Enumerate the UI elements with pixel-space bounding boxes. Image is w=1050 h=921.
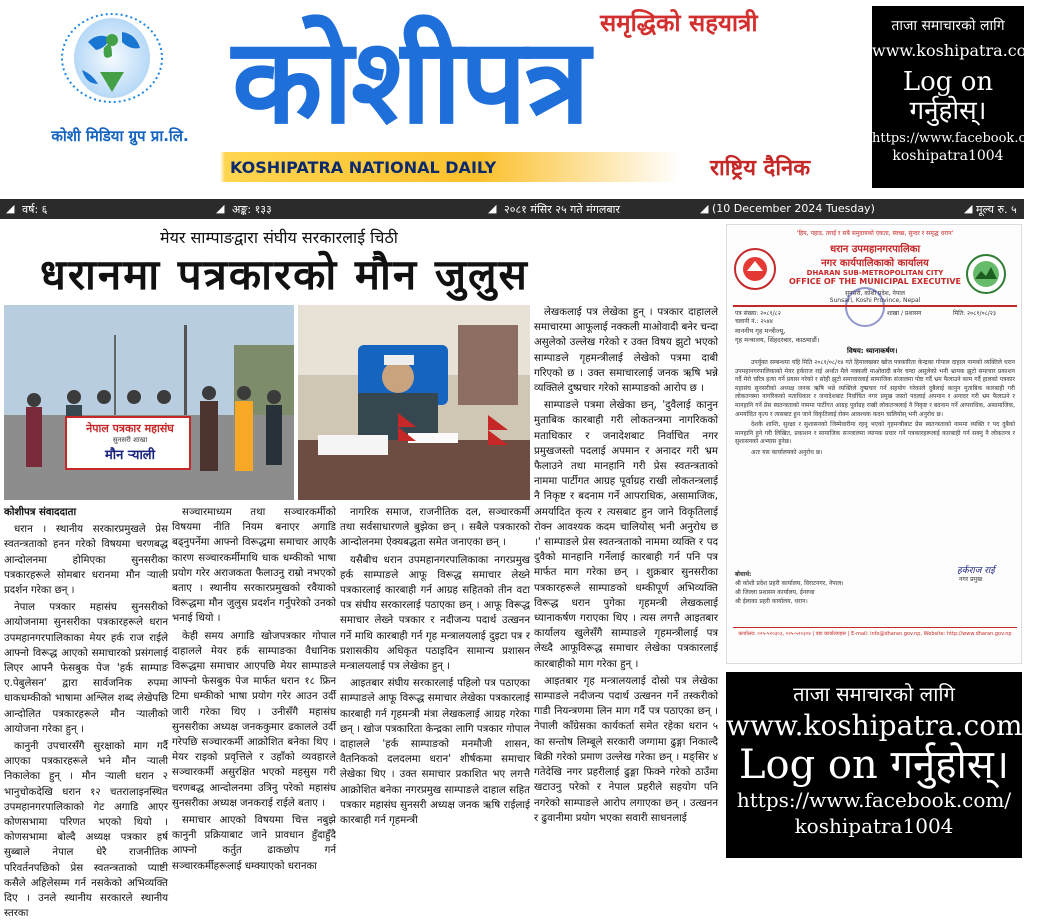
mayor-photo xyxy=(298,305,530,500)
paragraph: नागरिक समाज, राजनीतिक दल, सञ्चारकर्मी तथा सर्वसाधारणले बुझेका छन् । सबैले पत्रकारको आन्दोलनमा ऐक्यबद्धता समेत जनाएका छन् । xyxy=(340,507,530,549)
group-logo xyxy=(20,8,220,148)
banner-line2: सुनसरी शाखा xyxy=(112,436,148,444)
paragraph: आइतबार संघीय सरकारलाई पहिलो पत्र पठाएका साम्पाङले आफू विरूद्ध समाचार लेखेका पत्रकारलाई कारबाही गर्न गृहमन्त्री मंत्रा लेखकलाई आग्रह गरेका छन् । खोज पत्रकारिता केन्द्रका लागि पत्रकार गोपाल दाहालले 'हर्क साम्पाङको मनमौजी शासन, वैतनिकको दलदलमा धरान' शीर्षकमा समाचार लेखेका थिए । उक्त समाचार प्रकाशित भए लगत्तै आक्रोशित बनेका नगरप्रमुख साम्पाङले दाहाल सहित पत्रकार महासंघ सुनसरी अध्यक्ष जनक ऋषि राईलाई कारबाही गर्न गृहमन्त्री xyxy=(340,678,530,827)
paragraph: कानुनी उपचारसँगै सुरक्षाको माग गर्दै आएका पत्रकारहरूले भने मौन ऱ्याली निकालेका हुन् । मौन ऱ्याली धरान २ भानुचोकदेखि धरान १२ चतरालाइनस्थित उपमहानगरपालिकाको गेट अगाडि आएर कोणसभामा परिणत भएको थियो । कोणसभामा बोल्दै अध्यक्ष पत्रकार हर्ष सुब्बाले नेपाल धेरै राजनीतिक परिवर्तनपछिको प्रेस स्वतन्त्रताको प्याष्टी कसैले अहिलेसम्म गर्न नसकेको अभिव्यक्ति दिए । उनले स्थानीय सरकारले स्थानीय स्तरका xyxy=(4,741,168,920)
cc-item: श्री ईलाका प्रहरी कार्यालय, धरान। xyxy=(735,598,808,605)
info-sep: ◢ xyxy=(216,202,225,215)
ad-bottom-facebook[interactable]: https://www.facebook.com/ xyxy=(736,788,1012,812)
info-sep: ◢ xyxy=(488,202,497,215)
footer-rule xyxy=(733,627,1017,628)
masthead xyxy=(0,0,870,195)
paragraph: यसैबीच धरान उपमहानगरपालिकाका नगरप्रमुख हर्क साम्पाङले आफू विरूद्ध समाचार लेख्ने पत्रकारलाई कारबाही गर्न आग्रह सहितको तीन वटा पत्र संघीय सरकारलाई पठाएका छन् । आफू विरूद्ध समाचार लेख्ने पत्रकार र नदीजन्य पदार्थ उत्खनन गर्ने माथि कारबाही गर्न गृह मन्त्रालयलाई दुइटा पत्र र प्रशासकीय अधिकृत पठाइदिन सामान्य प्रशासन मन्त्रालयलाई पत्र लेखेका हुन् । xyxy=(340,554,530,673)
letter-paragraph: उपर्युक्त सम्बन्धमा यहि मिति २०८१/०८/१४ गते हिमालखबर खोज पत्रकारिता केन्द्रका गोपाल दाहाल नामको व्यक्तिले धरान उपमहानगरपालिकाको मेयर हर्कराज राई अर्थात मैले नक्कली माओवादी बनेर चन्दा असुलेको भनी भ्रामक झुटो समाचार प्रकाशन गर्दै मेरो चरित्र हत्या गर्ने प्रयास गरेको र सोही झुटो समाचारलाई सामाजिक संजालमा पोष्ट गर्दै भ्रम फैलाउने काम गर्दै हालको पत्रकार महासंघ सुनसरीको अध्यक्ष जनक ऋषि भन्ने व्यक्तिले दुष्प्रचार गर्न सहयोग गरेकाले दुबैलाई कानुन मुताबिक कारबाही गरी लोकतन्त्रमा नागरिकको मताधिकार र जनादेशबाट निर्वाचित नगर प्रमुख जस्तो पदलाई अपमान र अनादर गरी भ्रम फैलाउने र मानहानि गर्ने प्रेस स्वतन्त्रताको नाममा पार्टीगत आग्रह पूर्वाग्रह राखी लोकतन्त्रलाई नै निकृष्ट र बदनाम गर्ने आपराधिक, असामाजिक, अमर्यादित कृत्य र त्यसबाट हुन जाने विकृतिलाई रोक्न आवश्यक कदम चालियोस् भनी अनुरोध छ। xyxy=(735,359,1015,418)
office-address-en: Sunsari, Koshi Province, Nepal xyxy=(829,297,921,304)
cc-item: श्री जिल्ला प्रशासन कार्यालय, ईनरुवा xyxy=(735,589,815,596)
letter-cc xyxy=(735,570,844,606)
globe-logo-icon xyxy=(52,12,172,108)
byline: कोशीपत्र संवाददाता xyxy=(4,507,77,518)
paper-name: कोशीपत्र xyxy=(232,12,589,150)
rally-photo-image xyxy=(4,305,294,500)
date-np: २०८१ मंसिर २५ गते मंगलबार xyxy=(504,203,620,216)
article-column-3 xyxy=(340,505,530,860)
date-en: (10 December 2024 Tuesday) xyxy=(712,202,875,215)
letter-motto: 'हिम, पहाड, तराई र सबै समुदायको एकता, स्वच्छ, सुन्दर र समृद्ध धरान' xyxy=(796,230,954,237)
article-column-2 xyxy=(172,505,336,872)
national-daily: राष्ट्रिय दैनिक xyxy=(710,155,811,181)
paragraph: आइतबार गृह मन्त्रालयलाई दोस्रो पत्र लेखेका साम्पाङले नदीजन्य पदार्थ उत्खनन गर्ने तस्करीको गाडी नियन्त्रणमा लिन माग गर्दै पत्र पठाएका छन् । नेपाली काँग्रेसका कार्यकर्ता समेत रहेका धरान ५ का सन्तोष लिम्बूले सरकारी जग्गामा ढुङ्गा निकाल्दै बिक्री गरेको प्रमाण उल्लेख गरेका छन् । मङ्सिर ४ गतेदेखि नगर प्रहरीलाई ढुङ्गा फिक्ने गरेको ठाउँमा खटाउनु परेको र नेपाल प्रहरीले सहयोग पनि नगरेको साम्पाङले आरोप लगाएका छन् । उत्खनन र ढुवानीमा प्रयोग भएका सवारी साधनलाई xyxy=(534,675,718,824)
slogan: समृद्धिको सहयात्री xyxy=(600,8,758,37)
mayor-photo-image xyxy=(298,305,530,500)
ad-top-handle: koshipatra1004 xyxy=(892,148,1004,165)
info-strip xyxy=(0,199,1024,219)
recipient xyxy=(735,327,819,345)
nepal-emblem-icon xyxy=(733,247,777,291)
year: वर्ष: ६ xyxy=(22,203,48,216)
ad-bottom[interactable] xyxy=(726,672,1022,858)
recipient-line1: माननीय गृह मन्त्रीज्यू, xyxy=(735,327,786,335)
letter-body xyxy=(735,359,1015,460)
ref-no: पत्र संख्या: २०८१/८२ xyxy=(735,310,781,317)
paragraph: धरान । स्थानीय सरकारप्रमुखले प्रेस स्वतन्त्रताको हनन गरेको विषयमा चरणबद्ध आन्दोलनमा होमिएका सुनसरीका पत्रकारहरूले सोमबार धरानमा मौन ऱ्याली प्रदर्शन गरेका छन् । xyxy=(4,524,168,597)
group-name: कोशी मिडिया ग्रुप प्रा.लि. xyxy=(51,127,189,145)
dharan-logo-icon xyxy=(965,253,1007,295)
signature: हर्कराज राई xyxy=(957,566,995,576)
ad-bottom-handle: koshipatra1004 xyxy=(794,814,954,838)
letter-date: मिति: २०८१/०८/२३ xyxy=(953,310,997,317)
paragraph: लेखकलाई पत्र लेखेका हुन् । पत्रकार दाहालले समाचारमा आफूलाई नक्कली माओवादी बनेर चन्दा असुलेको उल्लेख गरेको र उक्त विषय झुटो भएको साम्पाङले गृहमन्त्रीलाई लेखेको पत्रमा दाबी गरिएको छ । उक्त समाचारलाई जनक ऋषि भन्ने व्यक्तिले दुष्प्रचार गरेको साम्पाङको आरोप छ । xyxy=(534,307,719,395)
article-column-4 xyxy=(534,305,718,860)
office-name-en: DHARAN SUB-METROPOLITAN CITY xyxy=(806,269,944,277)
ad-bottom-website[interactable]: www.koshipatra.com xyxy=(726,709,1023,742)
paragraph: नेपाल पत्रकार महासंघ सुनसरीको आयोजनामा सुनसरीका पत्रकारहरूले धरान उपमहानगरपालिकाका मेयर हर्क राज राईले आफ्नो विरूद्ध आएको समाचारको प्रसंगलाई लिएर आफ्नै फेसबुक पेज 'हर्क साम्पाङ ए.पेबुलेसन' द्वारा सार्वजनिक रुपमा धाकधम्कीको भाषामा अश्लिल शब्द लेखेपछि आन्दोलित पत्रकारहरूले मौन ऱ्यालीको आयोजना गरेका हुन् । xyxy=(4,602,168,735)
ad-bottom-logon: Log on गर्नुहोस्। xyxy=(738,742,1010,788)
letter-paragraph: देशकै शान्ति, सुरक्षा र सुशासनको जिम्मेवारीमा रहनु भएको गृहमन्त्रीबाट प्रेस स्वतन्त्रताको नाममा व्यक्ति र पद दुबैको मानहानि हुने गरी लिखित, प्रकाशन र सामाजिक सञ्जालमा व्यापक प्रचार गर्ने पत्रकारहरूलाई कारबाही गर्न सक्नु नै लोकतन्त्र र सुशासनको अभ्यास हुनेछ। xyxy=(735,421,1015,446)
letter-paragraph: अतः यस कार्यालयको अनुरोध छ। xyxy=(751,448,823,456)
recipient-line2: गृह मन्त्रालय, सिंहदरबार, काठमाडौं। xyxy=(735,336,820,344)
ad-top-website[interactable]: www.koshipatra.com xyxy=(872,41,1042,60)
office-name-np2: नगर कार्यपालिकाको कार्यालय xyxy=(821,258,929,269)
paragraph: साम्पाङले पत्रमा लेखेका छन्, 'दुवैलाई कानुन मुताबिक कारबाही गरी लोकतन्त्रमा नागरिकको मताधिकार र जनादेशबाट निर्वाचित नगर प्रमुखजस्तो पदलाई अपमान र अनादर गरी भ्रम फैलाउने तथा मानहानि गरी प्रेस स्वतन्त्रताको नाममा पार्टीगत आग्रह पूर्वाग्रह राखी लोकतन्त्रलाई नै निकृष्ट र बदनाम गर्ने आपराधिक, असामाजिक, अमर्यादित कृत्य र त्यसबाट हुन जाने विकृतिलाई रोक्न आवश्यक कदम चालियोस् भनी अनुरोध छ ।' साम्पाङले प्रेस स्वतन्त्रताको नाममा व्यक्ति र पद दुवैको मानहानि गर्नेलाई कारबाही गर्न पनि पत्र मार्फत माग गरेका छन् । शुक्रबार सुनसरीका पत्रकारहरूले साम्पाङको धम्कीपूर्ण अभिव्यक्ति विरूद्ध धरान पुगेका गृहमन्त्री लेखकलाई ध्यानाकर्षण गराएका थिए । त्यस लगत्तै आइतबार कार्यालय खुलेसँगै साम्पाङले गृहमन्त्रीलाई पत्र लेख्दै आफूविरूद्ध समाचार लेखेका पत्रकारलाई कारबाहीको माग गरेका हुन् । xyxy=(534,400,718,670)
english-name: KOSHIPATRA NATIONAL DAILY xyxy=(180,152,680,182)
article-column-1 xyxy=(4,505,168,920)
rally-photo xyxy=(4,305,294,500)
office-stamp xyxy=(845,287,885,327)
ad-top-facebook[interactable]: https://www.facebook.com/ xyxy=(872,131,1050,147)
paragraph: समाचार आएको विषयमा चित्त नबुझे कानुनी प्रक्रियाबाट जाने प्रावधान हुँदाहुँदै आफ्नो कर्तुत ढाकछोप गर्न सञ्चारकर्मीहरूलाई धम्क्याएको धरानका xyxy=(172,815,336,872)
office-address-np: सुनसरी, कोशी प्रदेश, नेपाल xyxy=(845,290,905,297)
signature-title: नगर प्रमुख xyxy=(959,576,982,583)
info-sep: ◢ xyxy=(700,202,709,215)
official-letter xyxy=(726,224,1022,664)
ad-top-logon: Log on गर्नुहोस्। xyxy=(902,67,994,126)
office-name-np: धरान उपमहानगरपालिका xyxy=(829,244,921,255)
banner-line3: मौन ऱ्याली xyxy=(105,448,155,463)
banner-line1: नेपाल पत्रकार महासंघ xyxy=(86,422,174,435)
info-sep: ◢ xyxy=(964,202,973,215)
paragraph: सञ्चारमाध्यम तथा सञ्चारकर्मीको विषयमा नीति नियम बनाएर अगाडि बढ्नुपर्नेमा आफ्नो विरूद्धमा समाचार आएकै कारण सञ्चारकर्मीमाथि धाक धम्कीको भाषा प्रयोग गरेर अराजकता फैलाउनु राम्रो नभएको बताए । स्थानीय सरकारप्रमुखको रवैयाको विरूद्धमा मौन जुलुस प्रदर्शन गर्नुपरेको उनको भनाई थियो । xyxy=(172,507,336,625)
article-headline: धरानमा पत्रकारको मौन जुलुस xyxy=(40,250,529,299)
info-sep: ◢ xyxy=(6,202,15,215)
header-rule xyxy=(733,305,1017,307)
article-kicker: मेयर साम्पाङद्वारा संघीय सरकारलाई चिठी xyxy=(160,228,398,247)
letter-footer: कार्यालय: ०२५-५२०३०३, ०२५-५२०३०४ | वडा कार्यालयहरू | E-mail: info@dharan.gov.np, Website: http://www.dharan.gov.np xyxy=(738,631,1012,637)
letter-subject: विषय: ध्यानाकर्षण। xyxy=(847,347,898,355)
office-name-en2: OFFICE OF THE MUNICIPAL EXECUTIVE xyxy=(788,277,961,286)
ad-top-line1: ताजा समाचारको लागि xyxy=(891,18,1005,34)
ad-top[interactable] xyxy=(872,6,1050,188)
ad-bottom-line1: ताजा समाचारको लागि xyxy=(793,682,955,706)
issue: अङ्क: १३३ xyxy=(232,203,272,216)
dispatch-no: चलानी नं.: २५४४ xyxy=(735,318,773,325)
cc-item: श्री कोशी प्रदेश प्रहरी कार्यालय, विराटनगर, नेपाल। xyxy=(735,580,844,587)
branch: शाखा / प्रशासन xyxy=(887,310,922,317)
price: मूल्य रु. ५ xyxy=(976,203,1017,216)
cc-label: बोधार्थ: xyxy=(735,571,752,578)
english-bar xyxy=(180,152,866,186)
paragraph: केही समय अगाडि खोजपत्रकार गोपाल दाहालले मेयर हर्क साम्पाङका वैधानिक विरूद्धमा समाचार आएपछि मेयर साम्पाङले आफ्नो फेसबुक पेज मार्फत धरान १८ फ्रिन टिमा धम्कीको भाषा प्रयोग गरेर आउन उर्दी जारी गरेका थिए । उनीसँगै महासंघ सुनसरीका अध्यक्ष जनककुमार ढकालले उर्दी गरेपछि सञ्चारकर्मी आक्रोशित बनेका थिए । मेयर राइको प्रवृत्तिले र उहाँको व्यवहारले सञ्चारकर्मी असुरक्षित भएको महसुस गरी चरणबद्ध आन्दोलनमा उत्रिनु परेको महासंघ सुनसरीका अध्यक्ष जनकराई राईले बताए । xyxy=(172,630,336,809)
